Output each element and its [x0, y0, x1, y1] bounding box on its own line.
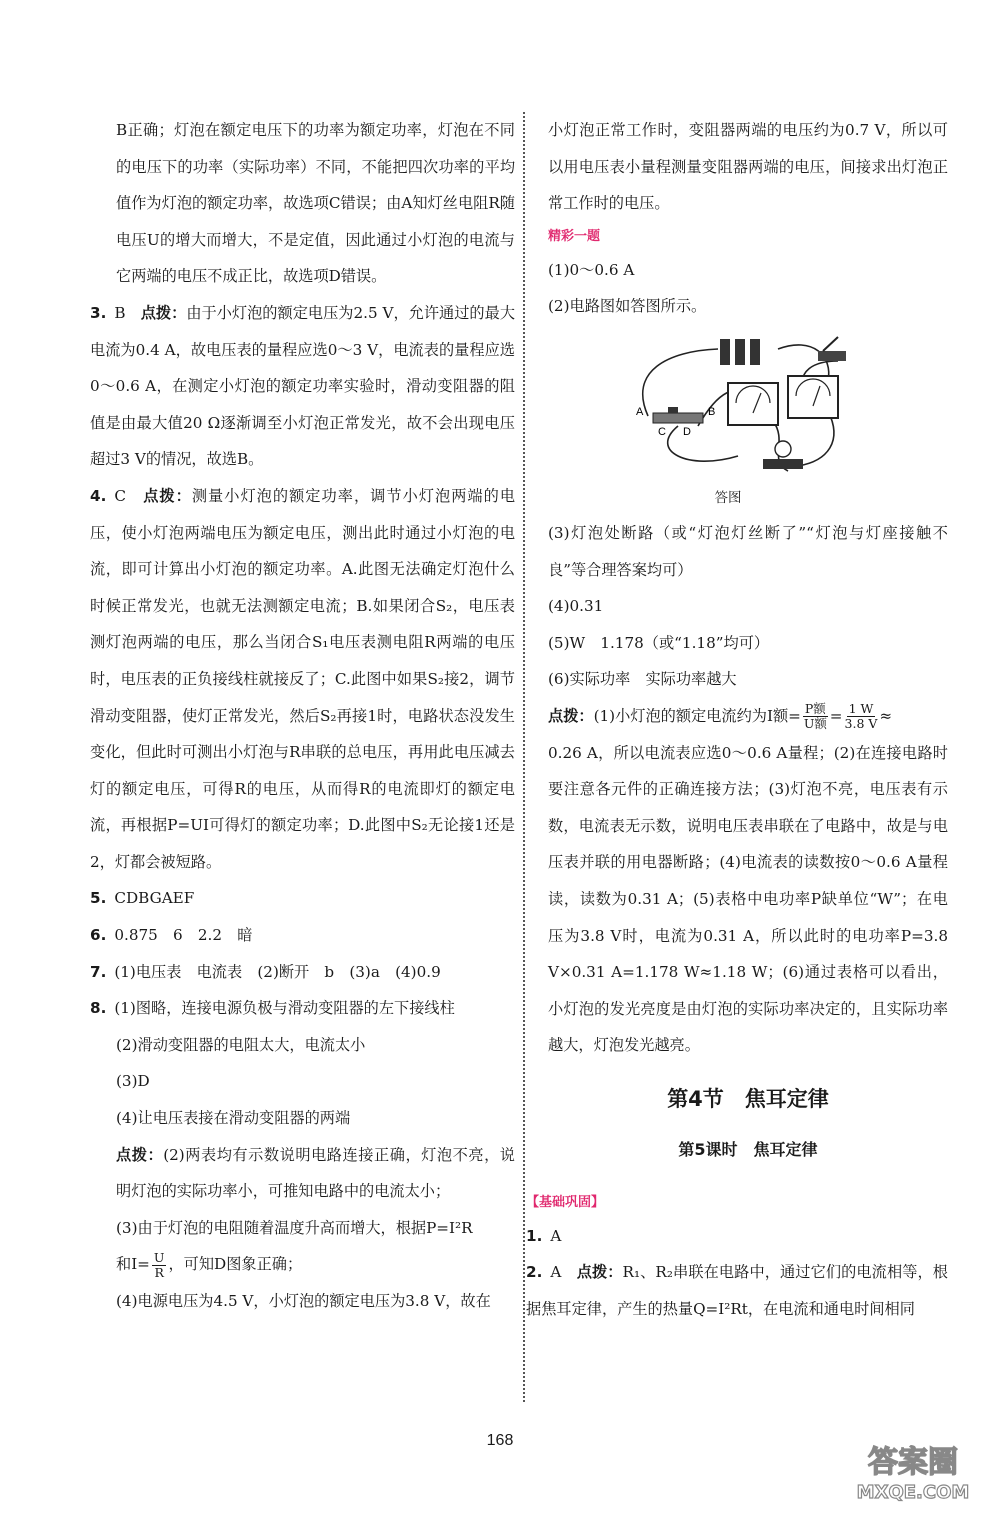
basic-question-2: 2. A 点拨：R₁、R₂串联在电路中，通过它们的电流相等，根据焦耳定律，产生的热量Q=I²Rt，在电流和通电时间相同 [526, 1263, 948, 1319]
answer-3: (3)灯泡处断路（或“灯泡灯丝断了”“灯泡与灯座接触不良”等合理答案均可） [548, 523, 948, 579]
explanation-text: 0.26 A，所以电流表应选0～0.6 A量程；(2)在连接电路时要注意各元件的正确连接方法；(3)灯泡不亮，电压表有示数，电流表无示数，说明电压表串联在了电路中，故是与电压表并联的用电器断路；(4)电流表的读数按0～0.6 A量程读，读数为0.31 A；(5)表格中电功率P缺单位“W”；在电压为3.8 V时，电流为0.31 A，所以此时的电功率P=3.8 V×0.31 A=1.178 W≈1.18 W；(6)通过表格可以看出，小灯泡的发光亮度是由灯泡的实际功率决定的，且实际功率越大，灯泡发光越亮。 [548, 743, 948, 1055]
question-8-part-3: (3)D [116, 1072, 150, 1091]
explanation-formula: 点拨：(1)小灯泡的额定电流约为I额= $\frac{\text{P额}}{\text{U额}}$ = $\frac{1 W}{3.8 V}$ ≈ [548, 701, 893, 732]
answer-5: (5)W 1.178（或“1.18”均可） [548, 633, 770, 652]
question-8-note-2b: 和I= $\frac{U}{R}$ ，可知D图象正确； [116, 1249, 303, 1280]
label-b: B [708, 405, 716, 418]
figure-caption: 答图 [714, 489, 742, 506]
section-tag-highlight: 精彩一题 [548, 228, 601, 244]
section-tag-basic: 【基础巩固】 [526, 1194, 605, 1210]
continuation-paragraph-right: 小灯泡正常工作时，变阻器两端的电压约为0.7 V，所以可以用电压表小量程测量变阻器两端的电压，间接求出灯泡正常工作时的电压。 [548, 121, 948, 213]
answer-4: (4)0.31 [548, 597, 604, 616]
answer-1: (1)0～0.6 A [548, 260, 635, 279]
question-4: 4. C 点拨：测量小灯泡的额定功率，调节小灯泡两端的电压，使小灯泡两端电压为额定电压，测出此时通过小灯泡的电流，即可计算出小灯泡的额定功率。A.此图无法确定灯泡什么时候正常发光，也就无法测额定电流；B.如果闭合S₂，电压表测灯泡两端的电压，那么当闭合S₁电压表测电阻R两端的电压时，电压表的正负接线柱就接反了；C.此图中如果S₂接2，调节滑动变阻器，使灯正常发光，然后S₂再接1时，电路状态没发生变化，但此时可测出小灯泡与R串联的总电压，再用此电压减去灯的额定电压，可得R的电压，从而得R的电流即灯的额定电流，再根据P=UI可得灯的额定功率；D.此图中S₂无论接1还是2，灯都会被短路。 [90, 486, 516, 871]
question-6: 6. 0.875 6 2.2 暗 [90, 926, 253, 945]
continuation-paragraph: B正确；灯泡在额定电压下的功率为额定功率，灯泡在不同的电压下的功率（实际功率）不同，不能把四次功率的平均值作为灯泡的额定功率，故选项C错误；由A知灯丝电阻R随电压U的增大而增大，不是定值，因此通过小灯泡的电流与它两端的电压不成正比，故选项D错误。 [116, 121, 515, 286]
column-divider [523, 112, 525, 1402]
question-8-part-2: (2)滑动变阻器的电阻太大，电流太小 [116, 1035, 366, 1054]
fraction-u-over-r: $\frac{U}{R}$ [153, 1249, 165, 1280]
circuit-diagram [628, 331, 858, 481]
question-8-note-3: (4)电源电压为4.5 V，小灯泡的额定电压为3.8 V，故在 [116, 1292, 491, 1310]
label-a: A [636, 405, 644, 418]
page-number: 168 [486, 1432, 514, 1449]
basic-question-1: 1. A [526, 1226, 562, 1245]
label-c: C [658, 425, 666, 438]
lesson-title: 第5课时 焦耳定律 [678, 1139, 818, 1159]
question-8-part-4: (4)让电压表接在滑动变阻器的两端 [116, 1109, 351, 1128]
section-title: 第4节 焦耳定律 [667, 1086, 829, 1111]
question-3: 3. B 点拨：由于小灯泡的额定电压为2.5 V，允许通过的最大电流为0.4 A，故电压表的量程应选0～3 V，电流表的量程应选0～0.6 A，在测定小灯泡的额定功率实验时，滑动变阻器的阻值是由最大值20 Ω逐渐调至小灯泡正常发光，故不会出现电压超过3 V的情况，故选B。 [90, 303, 516, 469]
right-column [526, 112, 948, 1328]
svg-text:答案圈: 答案圈 [868, 1445, 958, 1480]
question-8-note-2: (3)由于灯泡的电阻随着温度升高而增大，根据P=I²R [116, 1218, 473, 1237]
question-7: 7. (1)电压表 电流表 (2)断开 b (3)a (4)0.9 [90, 962, 441, 981]
fraction-1w-over-3v8: $\frac{1 W}{3.8 V}$ [844, 701, 878, 732]
watermark-logo [838, 1440, 988, 1504]
question-5: 5. CDBGAEF [90, 889, 195, 908]
answer-2: (2)电路图如答图所示。 [548, 297, 707, 316]
left-column [90, 112, 515, 1320]
answer-6: (6)实际功率 实际功率越大 [548, 670, 737, 689]
question-8: 8. (1)图略，连接电源负极与滑动变阻器的左下接线柱 [90, 999, 455, 1018]
svg-text:MXQE.COM: MXQE.COM [856, 1482, 970, 1503]
fraction-power-over-voltage: $\frac{\text{P额}}{\text{U额}}$ [803, 701, 827, 732]
question-8-note-1: 点拨：(2)两表均有示数说明电路连接正确，灯泡不亮，说明灯泡的实际功率小，可推知电路中的电流太小； [116, 1145, 515, 1201]
label-d: D [683, 425, 691, 438]
